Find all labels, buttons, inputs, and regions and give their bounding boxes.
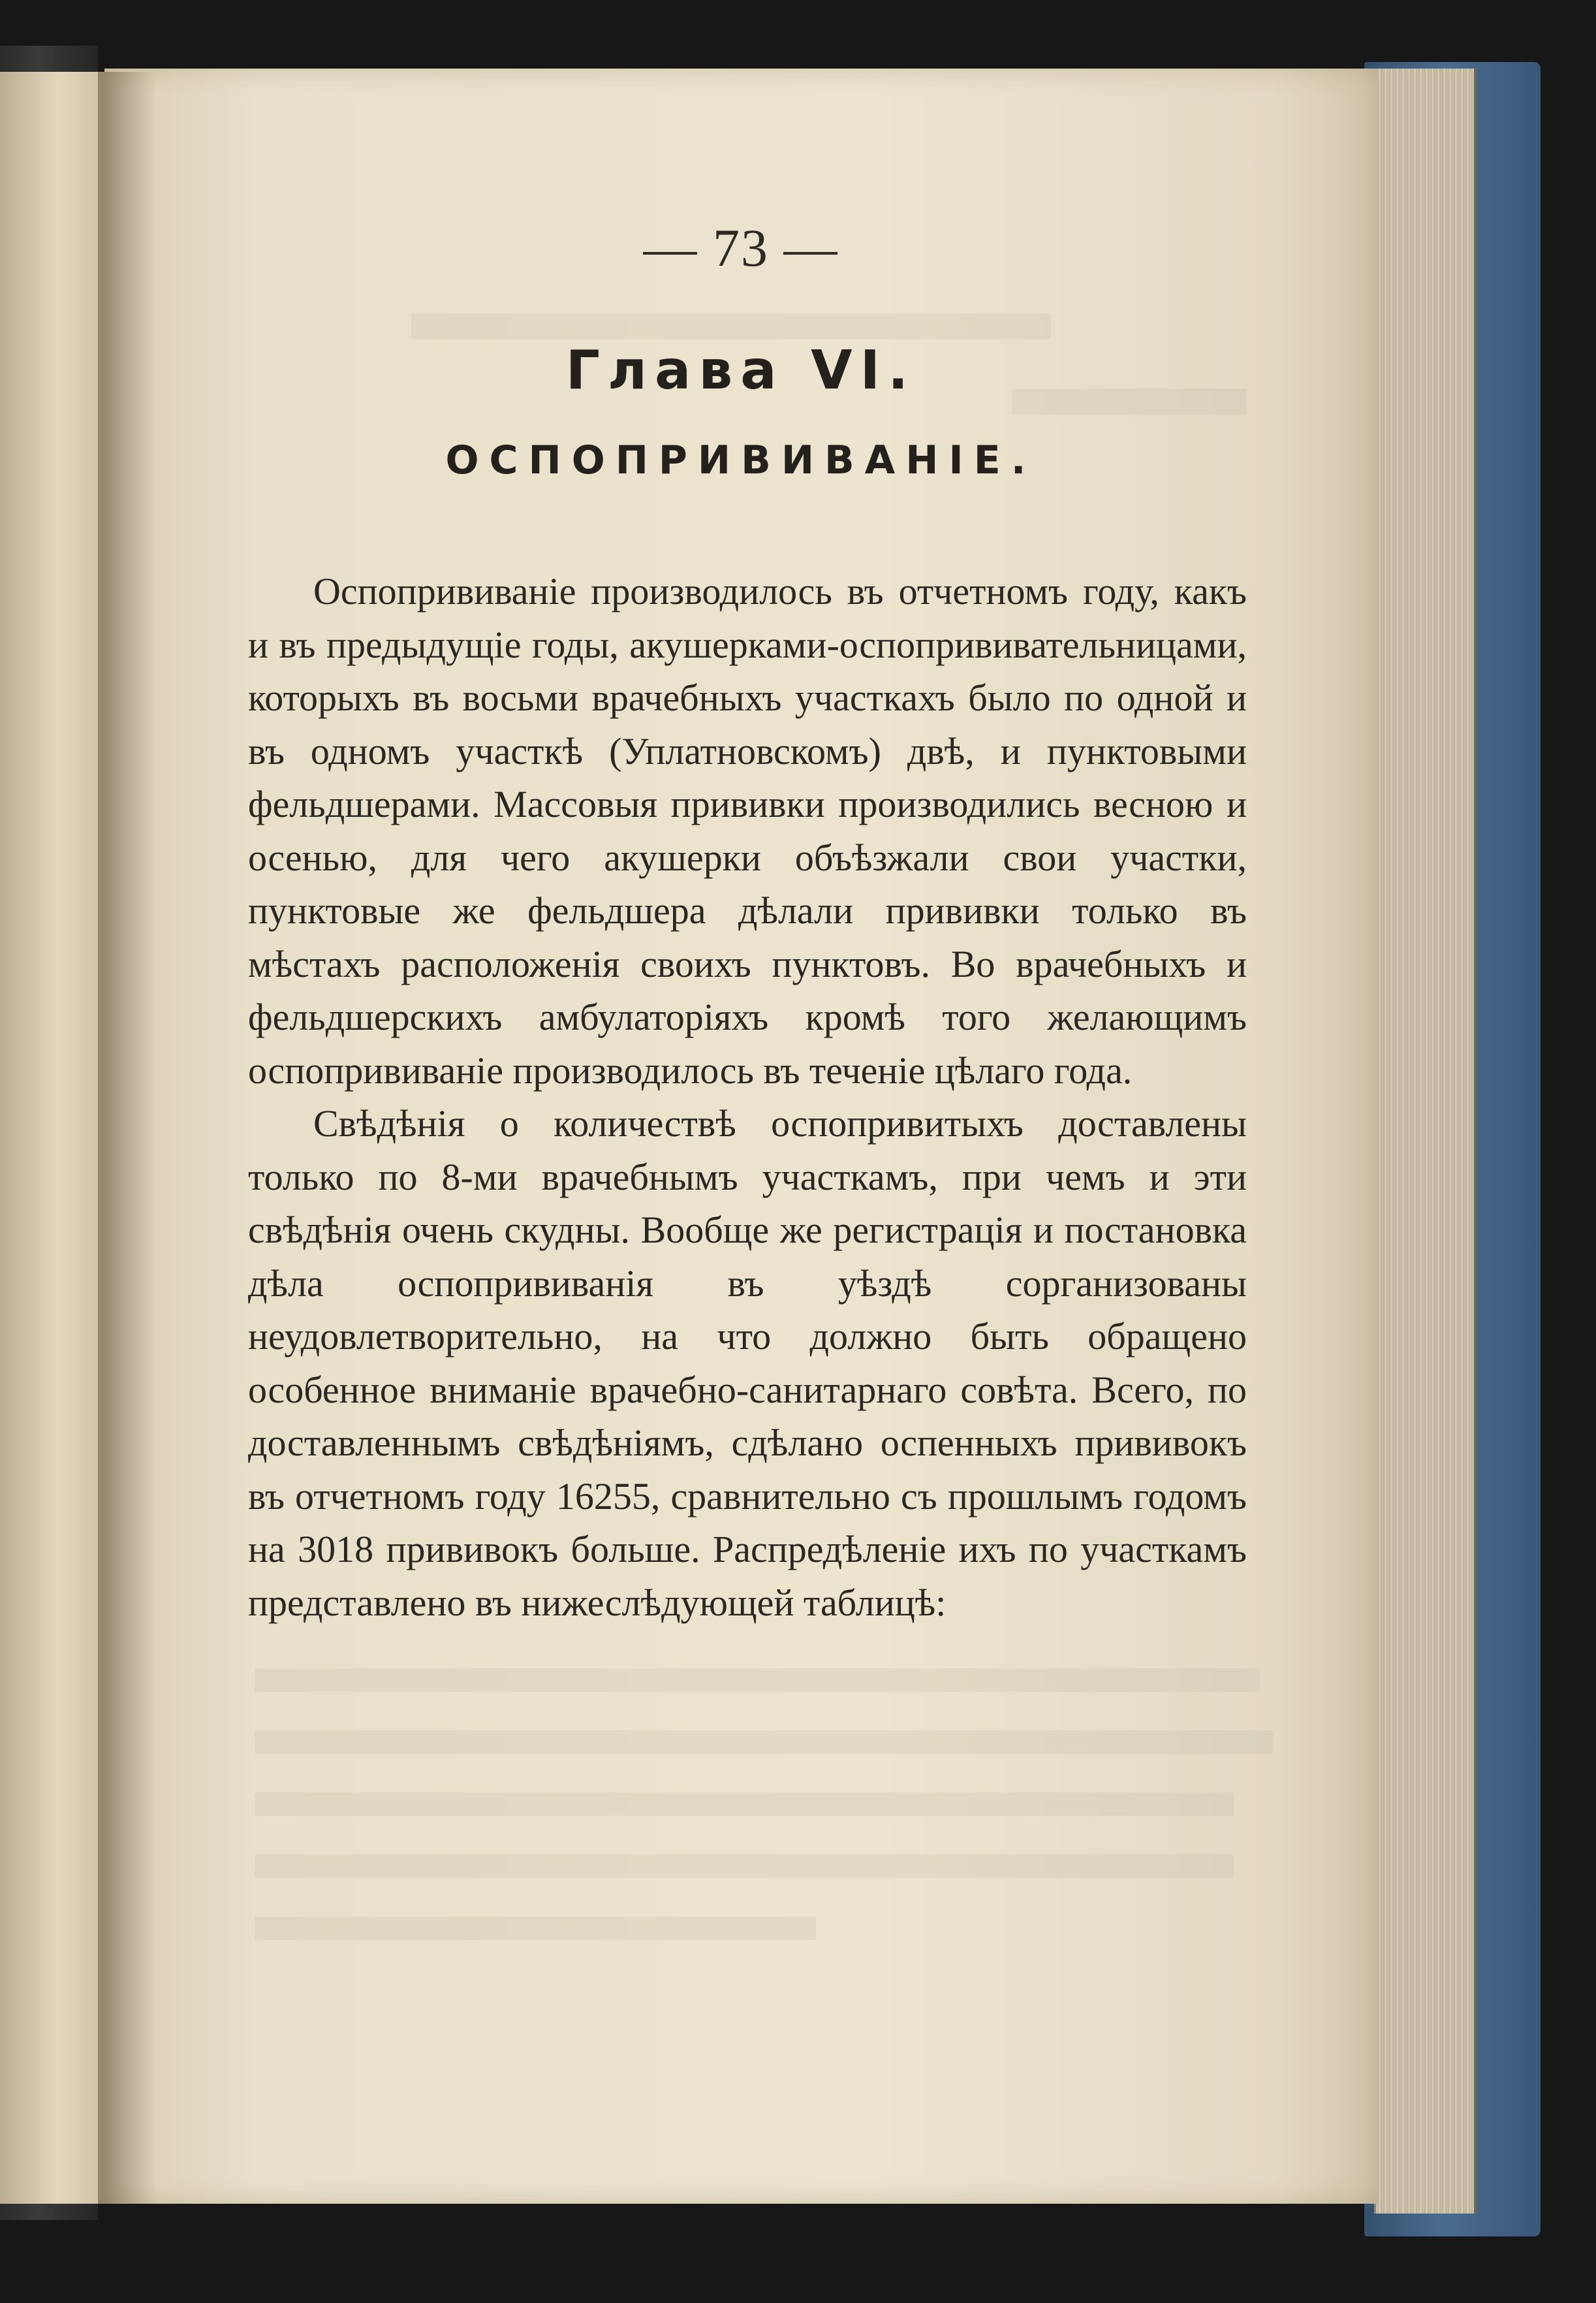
bleed-through-mark [411, 313, 1051, 340]
spine-shadow [98, 72, 157, 2204]
book-page [104, 69, 1377, 2204]
chapter-title: Глава VI. [565, 340, 916, 402]
page-number: — 73 — [643, 218, 839, 278]
page-fore-edge [1374, 69, 1477, 2214]
paragraph: Свѣдѣнiя о количествѣ оспопривитыхъ доставлены только по 8-ми врачебнымъ участкамъ, при чемъ и эти свѣдѣнiя очень скудны. Вообще же регистрацiя и постановка дѣла оспопрививанiя въ уѣздѣ сорганизованы неудовлетворительно, на что должно быть обращено особенное вниманiе врачебно-санитарнаго совѣта. Всего, по доставленнымъ свѣдѣнiямъ, сдѣлано оспенныхъ прививокъ въ отчетномъ году 16255, сравнительно съ прошлымъ годомъ на 3018 прививокъ больше. Распредѣленiе ихъ по участкамъ представлено въ нижеслѣдующей таблицѣ: [248, 1102, 1247, 1624]
bleed-through-mark [255, 1792, 1234, 1816]
body-text [248, 565, 1247, 1629]
section-title: ОСПОПРИВИВАНIЕ. [445, 437, 1037, 483]
bleed-through-mark [255, 1916, 816, 1940]
bleed-through-mark [255, 1854, 1234, 1878]
bleed-through-mark [255, 1668, 1260, 1692]
bleed-through-mark [255, 1730, 1273, 1754]
left-page-edge [0, 72, 107, 2204]
paragraph: Оспопрививанiе производилось въ отчетномъ году, какъ и въ предыдущiе годы, акушерками-оспопрививательницами, которыхъ въ восьми врачебныхъ участкахъ было по одной и въ одномъ участкѣ (Уплатновскомъ) двѣ, и пунктовыми фельдшерами. Массовыя прививки производились весною и осенью, для чего акушерки объѣзжали свои участки, пунктовые же фельдшера дѣлали прививки только въ мѣстахъ расположенiя своихъ пунктовъ. Во врачебныхъ и фельдшерскихъ амбулаторiяхъ кромѣ того желающимъ оспопрививанiе производилось въ теченiе цѣлаго года. [248, 570, 1247, 1092]
